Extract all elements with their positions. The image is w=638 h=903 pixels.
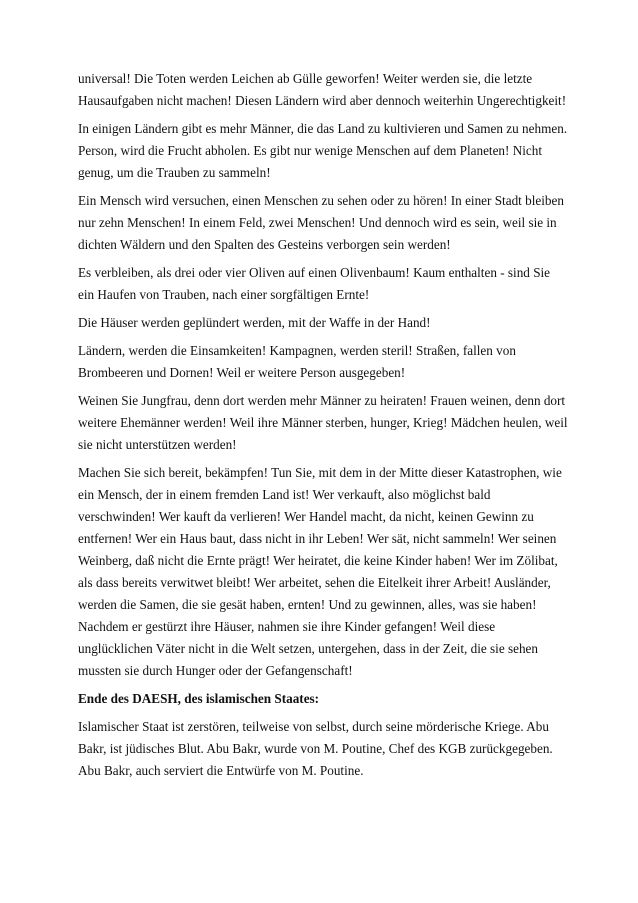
section-heading: Ende des DAESH, des islamischen Staates: [78, 691, 320, 706]
paragraph-4: Es verbleiben, als drei oder vier Oliven auf einen Olivenbaum! Kaum enthalten - sind Sie ein Haufen von Trauben, nach einer sorgfältigen Ernte! [78, 265, 551, 302]
paragraph-3: Ein Mensch wird versuchen, einen Menschen zu sehen oder zu hören! In einer Stadt bleiben nur zehn Menschen! In einem Feld, zwei Menschen! Und dennoch wird es sein, weil sie in dichten Wäldern und den Spalten des Gesteins verborgen sein werden! [78, 193, 564, 252]
paragraph-final: Islamischer Staat ist zerstören, teilweise von selbst, durch seine mörderische Kriege. Abu Bakr, ist jüdisches Blut. Abu Bakr, wurde von M. Poutine, Chef des KGB zurückgegeben. Abu Bakr, auch serviert die Entwürfe von M. Poutine. [78, 719, 553, 778]
paragraph-7: Weinen Sie Jungfrau, denn dort werden mehr Männer zu heiraten! Frauen weinen, denn dort weitere Ehemänner werden! Weil ihre Männer sterben, hunger, Krieg! Mädchen heulen, weil sie nicht unterstützen werden! [78, 393, 568, 452]
paragraph-8: Machen Sie sich bereit, bekämpfen! Tun Sie, mit dem in der Mitte dieser Katastrophen, wie ein Mensch, der in einem fremden Land ist! Wer verkauft, also möglichst bald verschwinden! Wer kauft da verlieren! Wer Handel macht, da nicht, keinen Gewinn zu entfernen! Wer ein Haus baut, dass nicht in ihr Leben! Wer sät, nicht sammeln! Wer seinen Weinberg, daß nicht die Ernte prägt! Wer heiratet, die keine Kinder haben! Wer im Zölibat, als dass bereits verwitwet bleibt! Wer arbeitet, sehen die Eitelkeit ihrer Arbeit! Ausländer, werden die Samen, die sie gesät haben, ernten! Und zu gewinnen, alles, was sie haben! Nachdem er gestürzt ihre Häuser, nahmen sie ihre Kinder gefangen! Weil diese unglücklichen Väter nicht in die Welt setzen, untergehen, dass in der Zeit, die sie sehen mussten sie durch Hunger oder der Gefangenschaft! [78, 465, 562, 678]
document-body [78, 68, 568, 788]
paragraph-6: Ländern, werden die Einsamkeiten! Kampagnen, werden steril! Straßen, fallen von Brombeeren und Dornen! Weil er weitere Person ausgegeben! [78, 343, 516, 380]
paragraph-1: universal! Die Toten werden Leichen ab Gülle geworfen! Weiter werden sie, die letzte Hausaufgaben nicht machen! Diesen Ländern wird aber dennoch weiterhin Ungerechtigkeit! [78, 71, 567, 108]
paragraph-5: Die Häuser werden geplündert werden, mit der Waffe in der Hand! [78, 315, 431, 330]
paragraph-2: In einigen Ländern gibt es mehr Männer, die das Land zu kultivieren und Samen zu nehmen. Person, wird die Frucht abholen. Es gibt nur wenige Menschen auf dem Planeten! Nicht genug, um die Trauben zu sammeln! [78, 121, 568, 180]
